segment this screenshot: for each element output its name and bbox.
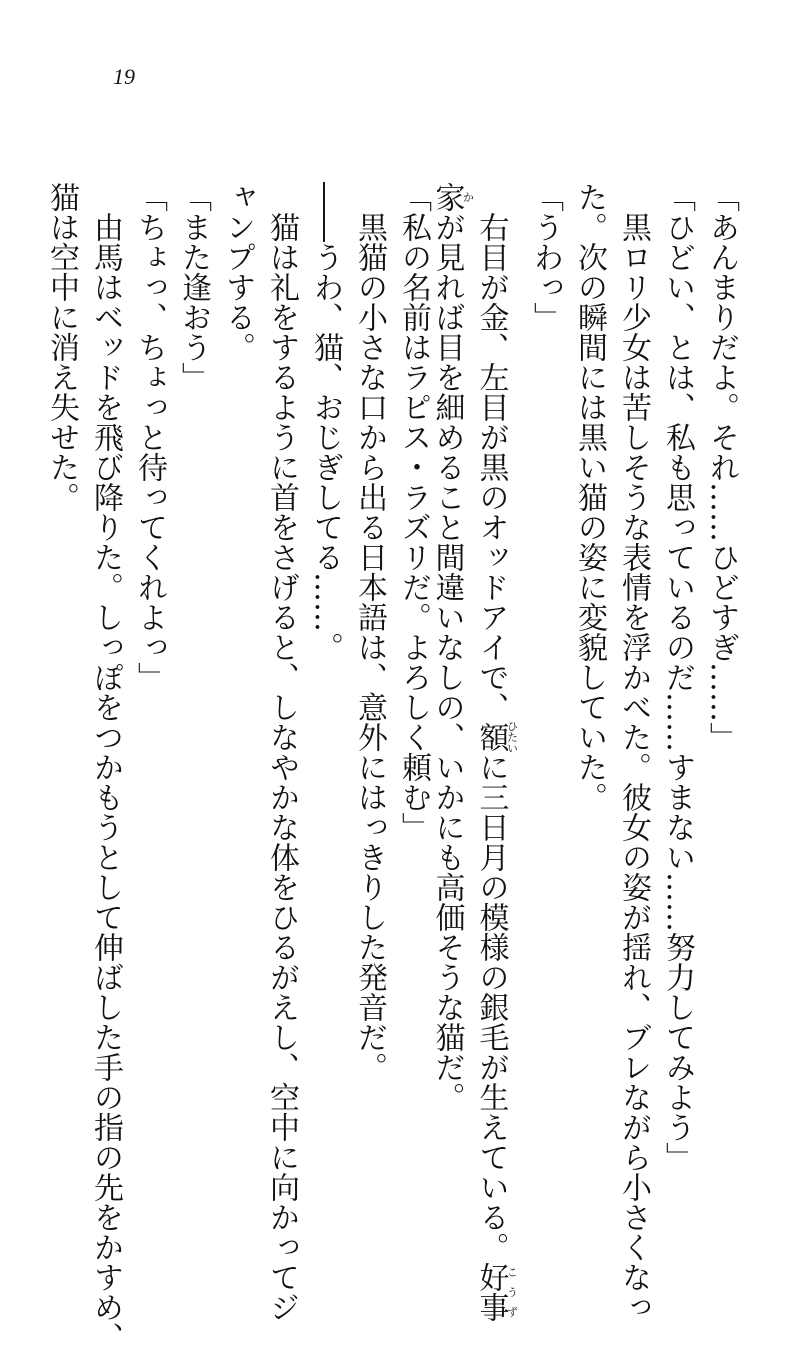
text-line-7 <box>429 182 475 1142</box>
page-number: 19 <box>113 64 135 89</box>
text-line-5: 「うわっ」 <box>528 182 563 332</box>
ruby-word-hitai: 額ひたい <box>473 720 519 754</box>
text-line-13: 「また逢おう」 <box>176 182 211 392</box>
ruby-reading: こうず <box>505 1262 519 1322</box>
text-line-15: 由馬はベッドを飛び降りた。しっぽをつかもうとして伸ばした手の指の先をかすめ、 <box>88 182 123 1352</box>
ruby-word-ka: 家か <box>429 182 475 212</box>
text-line-1: 「あんまりだよ。それ……ひどすぎ……」 <box>704 182 739 752</box>
text-line-6 <box>473 182 519 1322</box>
text-line-12: ャンプする。 <box>220 182 255 362</box>
text-line-4: た。次の瞬間には黒い猫の姿に変貌していた。 <box>572 182 607 812</box>
text-line-14: 「ちょっ、ちょっと待ってくれよっ」 <box>132 182 167 692</box>
text-segment: が見れば目を細めること間違いなしの、いかにも高価そうな猫だ。 <box>429 212 465 1112</box>
text-line-10: ――うわ、猫、おじぎしてる……。 <box>308 182 343 662</box>
ruby-reading: か <box>461 182 475 212</box>
text-line-16: 猫は空中に消え失せた。 <box>44 182 79 512</box>
text-line-2: 「ひどい、とは、私も思っているのだ……すまない……努力してみよう」 <box>660 182 695 1172</box>
ruby-reading: ひたい <box>505 720 519 754</box>
text-segment: 右目が金、左目が黒のオッドアイで、 <box>473 182 509 722</box>
text-line-8: 「私の名前はラピス・ラズリだ。よろしく頼む」 <box>396 182 431 842</box>
text-line-9: 黒猫の小さな口から出る日本語は、意外にはっきりした発音だ。 <box>352 182 387 1082</box>
text-line-11: 猫は礼をするように首をさげると、しなやかな体をひるがえし、空中に向かってジ <box>264 182 299 1322</box>
ruby-word-kouzu: 好事こうず <box>473 1262 519 1322</box>
text-line-3: 黒ロリ少女は苦しそうな表情を浮かべた。彼女の姿が揺れ、ブレながら小さくなっ <box>616 182 651 1322</box>
text-segment: に三日月の模様の銀毛が生えている。 <box>473 752 509 1262</box>
